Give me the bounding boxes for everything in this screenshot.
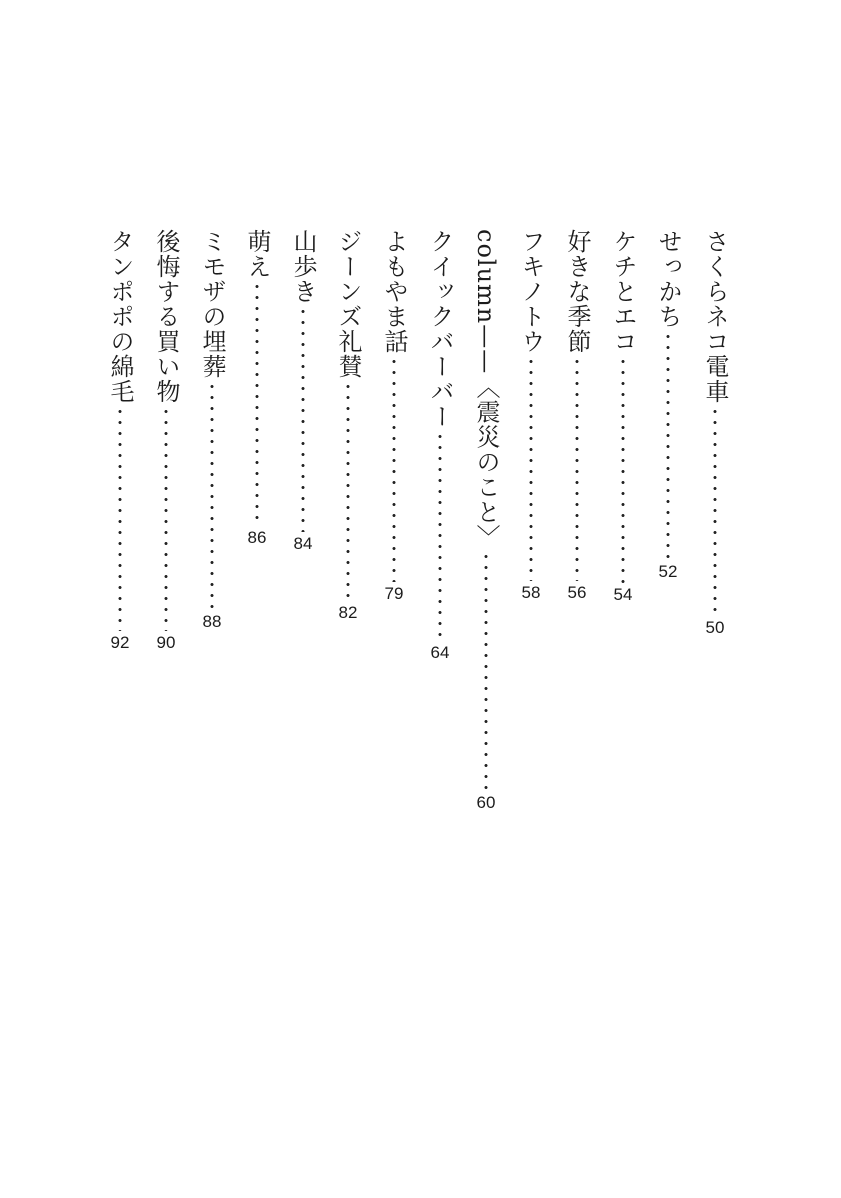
toc-entry-page-number: 54: [613, 585, 633, 604]
toc-entry[interactable]: [516, 229, 546, 603]
toc-entry-title: column——〈震災のこと〉: [472, 229, 500, 550]
toc-entry[interactable]: [608, 229, 638, 605]
toc-entry-page-number: 84: [293, 534, 313, 553]
toc-entry[interactable]: [700, 229, 730, 638]
toc-entry-page-number: 60: [476, 793, 496, 813]
dot-leader: [333, 381, 363, 601]
toc-entry[interactable]: [197, 229, 227, 632]
toc-entry-page-number: 64: [430, 643, 450, 662]
toc-entry-title: クイックバーバー: [426, 229, 454, 429]
dot-leader: [242, 281, 272, 526]
toc-entry-page-number: 56: [567, 583, 587, 602]
toc-entry[interactable]: [562, 229, 592, 603]
toc-entry-title: 萌え: [243, 229, 271, 279]
toc-entry-title: 好きな季節: [563, 229, 591, 354]
dot-leader: [151, 406, 181, 631]
dot-leader: [197, 381, 227, 610]
toc-entry-page-number: 79: [384, 584, 404, 603]
toc-entry-page-number: 86: [247, 528, 267, 547]
toc-entry-page-number: 50: [705, 618, 725, 637]
dot-leader: [471, 551, 501, 791]
toc-entry-title: ジーンズ礼賛: [334, 229, 362, 379]
toc-entry[interactable]: [333, 229, 363, 623]
toc-entry-title: 後悔する買い物: [152, 229, 180, 404]
dot-leader: [562, 356, 592, 581]
dot-leader: [425, 431, 455, 641]
toc-entry-title: フキノトウ: [517, 229, 545, 354]
toc-entry-page-number: 88: [202, 612, 222, 631]
dot-leader: [653, 331, 683, 560]
toc-entry-title: ミモザの埋葬: [198, 229, 226, 379]
toc-entry-title: よもやま話: [380, 229, 408, 354]
toc-entry[interactable]: [105, 229, 135, 653]
dot-leader: [379, 356, 409, 582]
toc-entry-page-number: 90: [156, 633, 176, 652]
toc-entry-page-number: 58: [521, 583, 541, 602]
dot-leader: [608, 356, 638, 583]
toc-entry[interactable]: [288, 229, 318, 554]
toc-entry-page-number: 92: [110, 633, 130, 652]
toc-entry[interactable]: [653, 229, 683, 582]
dot-leader: [516, 356, 546, 581]
toc-entry-title: せっかち: [654, 229, 682, 329]
dot-leader: [105, 406, 135, 631]
toc-entry-title: ケチとエコ: [609, 229, 637, 354]
toc-entry-title: 山歩き: [289, 229, 317, 304]
dot-leader: [700, 406, 730, 616]
dot-leader: [288, 306, 318, 532]
toc-entry-page-number: 82: [338, 603, 358, 622]
toc-entry-page-number: 52: [658, 562, 678, 581]
toc-entry-title: タンポポの綿毛: [106, 229, 134, 404]
toc-entry[interactable]: [151, 229, 181, 653]
toc-entry[interactable]: [242, 229, 272, 548]
toc-entry[interactable]: [379, 229, 409, 604]
toc-entry[interactable]: [425, 229, 455, 663]
toc-entry-title: さくらネコ電車: [701, 229, 729, 404]
toc-entry[interactable]: [471, 229, 501, 813]
